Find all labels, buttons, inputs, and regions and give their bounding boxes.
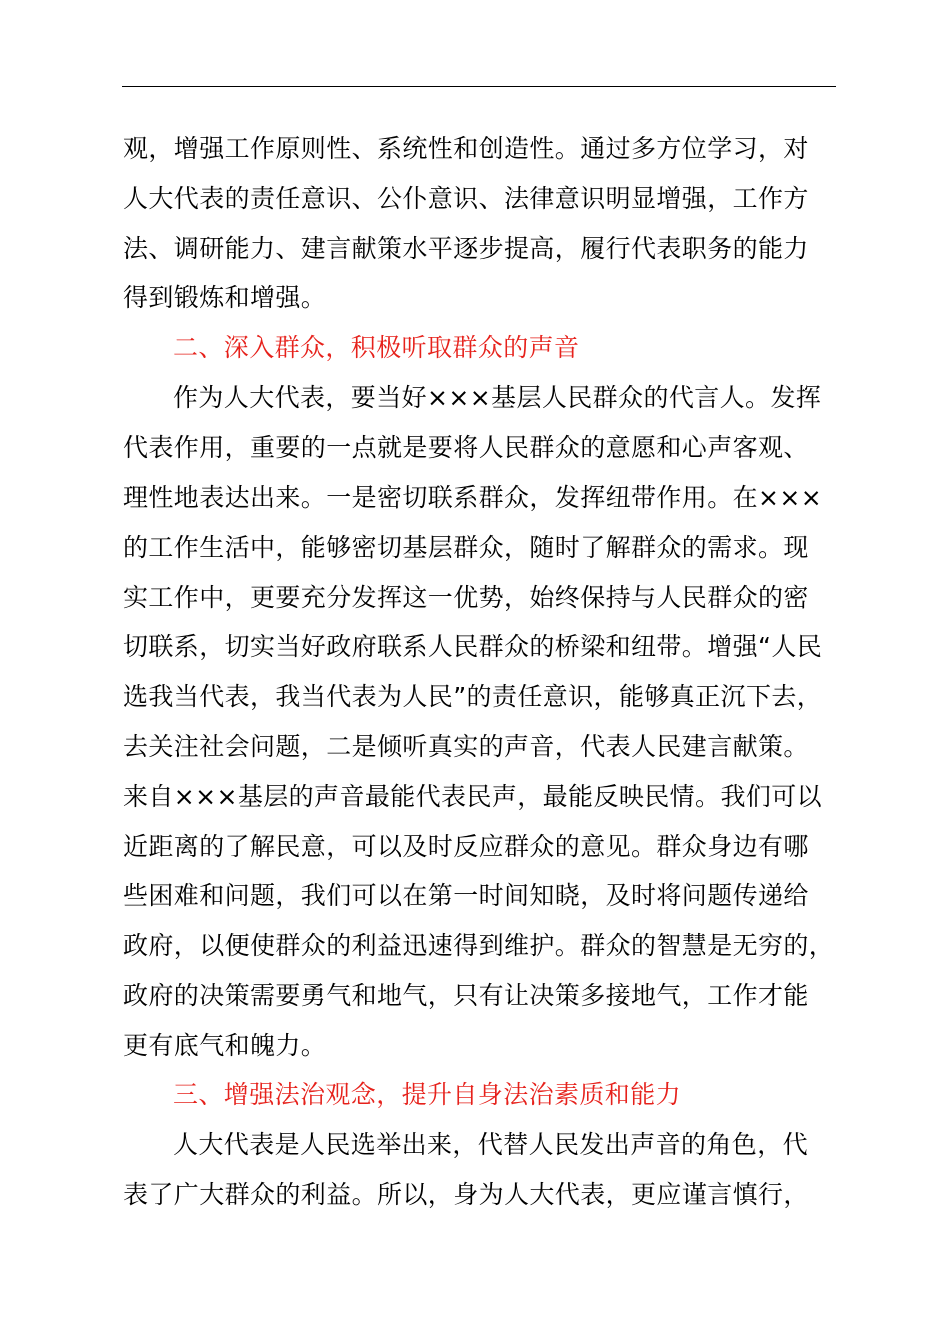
paragraph-2-line-3: 理性地表达出来。一是密切联系群众，发挥纽带作用。在××× (123, 483, 823, 512)
paragraph-1-line-1: 观，增强工作原则性、系统性和创造性。通过多方位学习，对 (123, 134, 809, 163)
paragraph-1-line-3: 法、调研能力、建言献策水平逐步提高，履行代表职务的能力 (123, 234, 809, 263)
paragraph-2-line-1: 作为人大代表，要当好×××基层人民群众的代言人。发挥 (173, 383, 822, 412)
section-heading-3: 三、增强法治观念，提升自身法治素质和能力 (173, 1080, 682, 1109)
paragraph-2-line-4: 的工作生活中，能够密切基层群众，随时了解群众的需求。现 (123, 533, 809, 562)
paragraph-2-line-8: 去关注社会问题，二是倾听真实的声音，代表人民建言献策。 (123, 732, 809, 761)
paragraph-1-line-4: 得到锻炼和增强。 (123, 283, 327, 312)
paragraph-2-line-13: 政府的决策需要勇气和地气，只有让决策多接地气，工作才能 (123, 981, 809, 1010)
paragraph-2-line-14: 更有底气和魄力。 (123, 1031, 327, 1060)
paragraph-2-line-5: 实工作中，更要充分发挥这一优势，始终保持与人民群众的密 (123, 583, 809, 612)
header-rule (122, 86, 836, 87)
paragraph-1-line-2: 人大代表的责任意识、公仆意识、法律意识明显增强，工作方 (123, 184, 809, 213)
section-heading-2: 二、深入群众，积极听取群众的声音 (173, 333, 580, 362)
paragraph-2-line-6: 切联系，切实当好政府联系人民群众的桥梁和纽带。增强“人民 (123, 632, 823, 661)
paragraph-3-line-2: 表了广大群众的利益。所以，身为人大代表，更应谨言慎行， (123, 1180, 809, 1209)
paragraph-3-line-1: 人大代表是人民选举出来，代替人民发出声音的角色，代 (173, 1130, 809, 1159)
paragraph-2-line-7: 选我当代表，我当代表为人民”的责任意识，能够真正沉下去， (123, 682, 823, 711)
paragraph-2-line-2: 代表作用，重要的一点就是要将人民群众的意愿和心声客观、 (123, 433, 809, 462)
paragraph-2-line-10: 近距离的了解民意，可以及时反应群众的意见。群众身边有哪 (123, 832, 809, 861)
paragraph-2-line-9: 来自×××基层的声音最能代表民声，最能反映民情。我们可以 (123, 782, 823, 811)
paragraph-2-line-11: 些困难和问题，我们可以在第一时间知晓，及时将问题传递给 (123, 881, 809, 910)
paragraph-2-line-12: 政府，以便使群众的利益迅速得到维护。群众的智慧是无穷的， (123, 931, 835, 960)
